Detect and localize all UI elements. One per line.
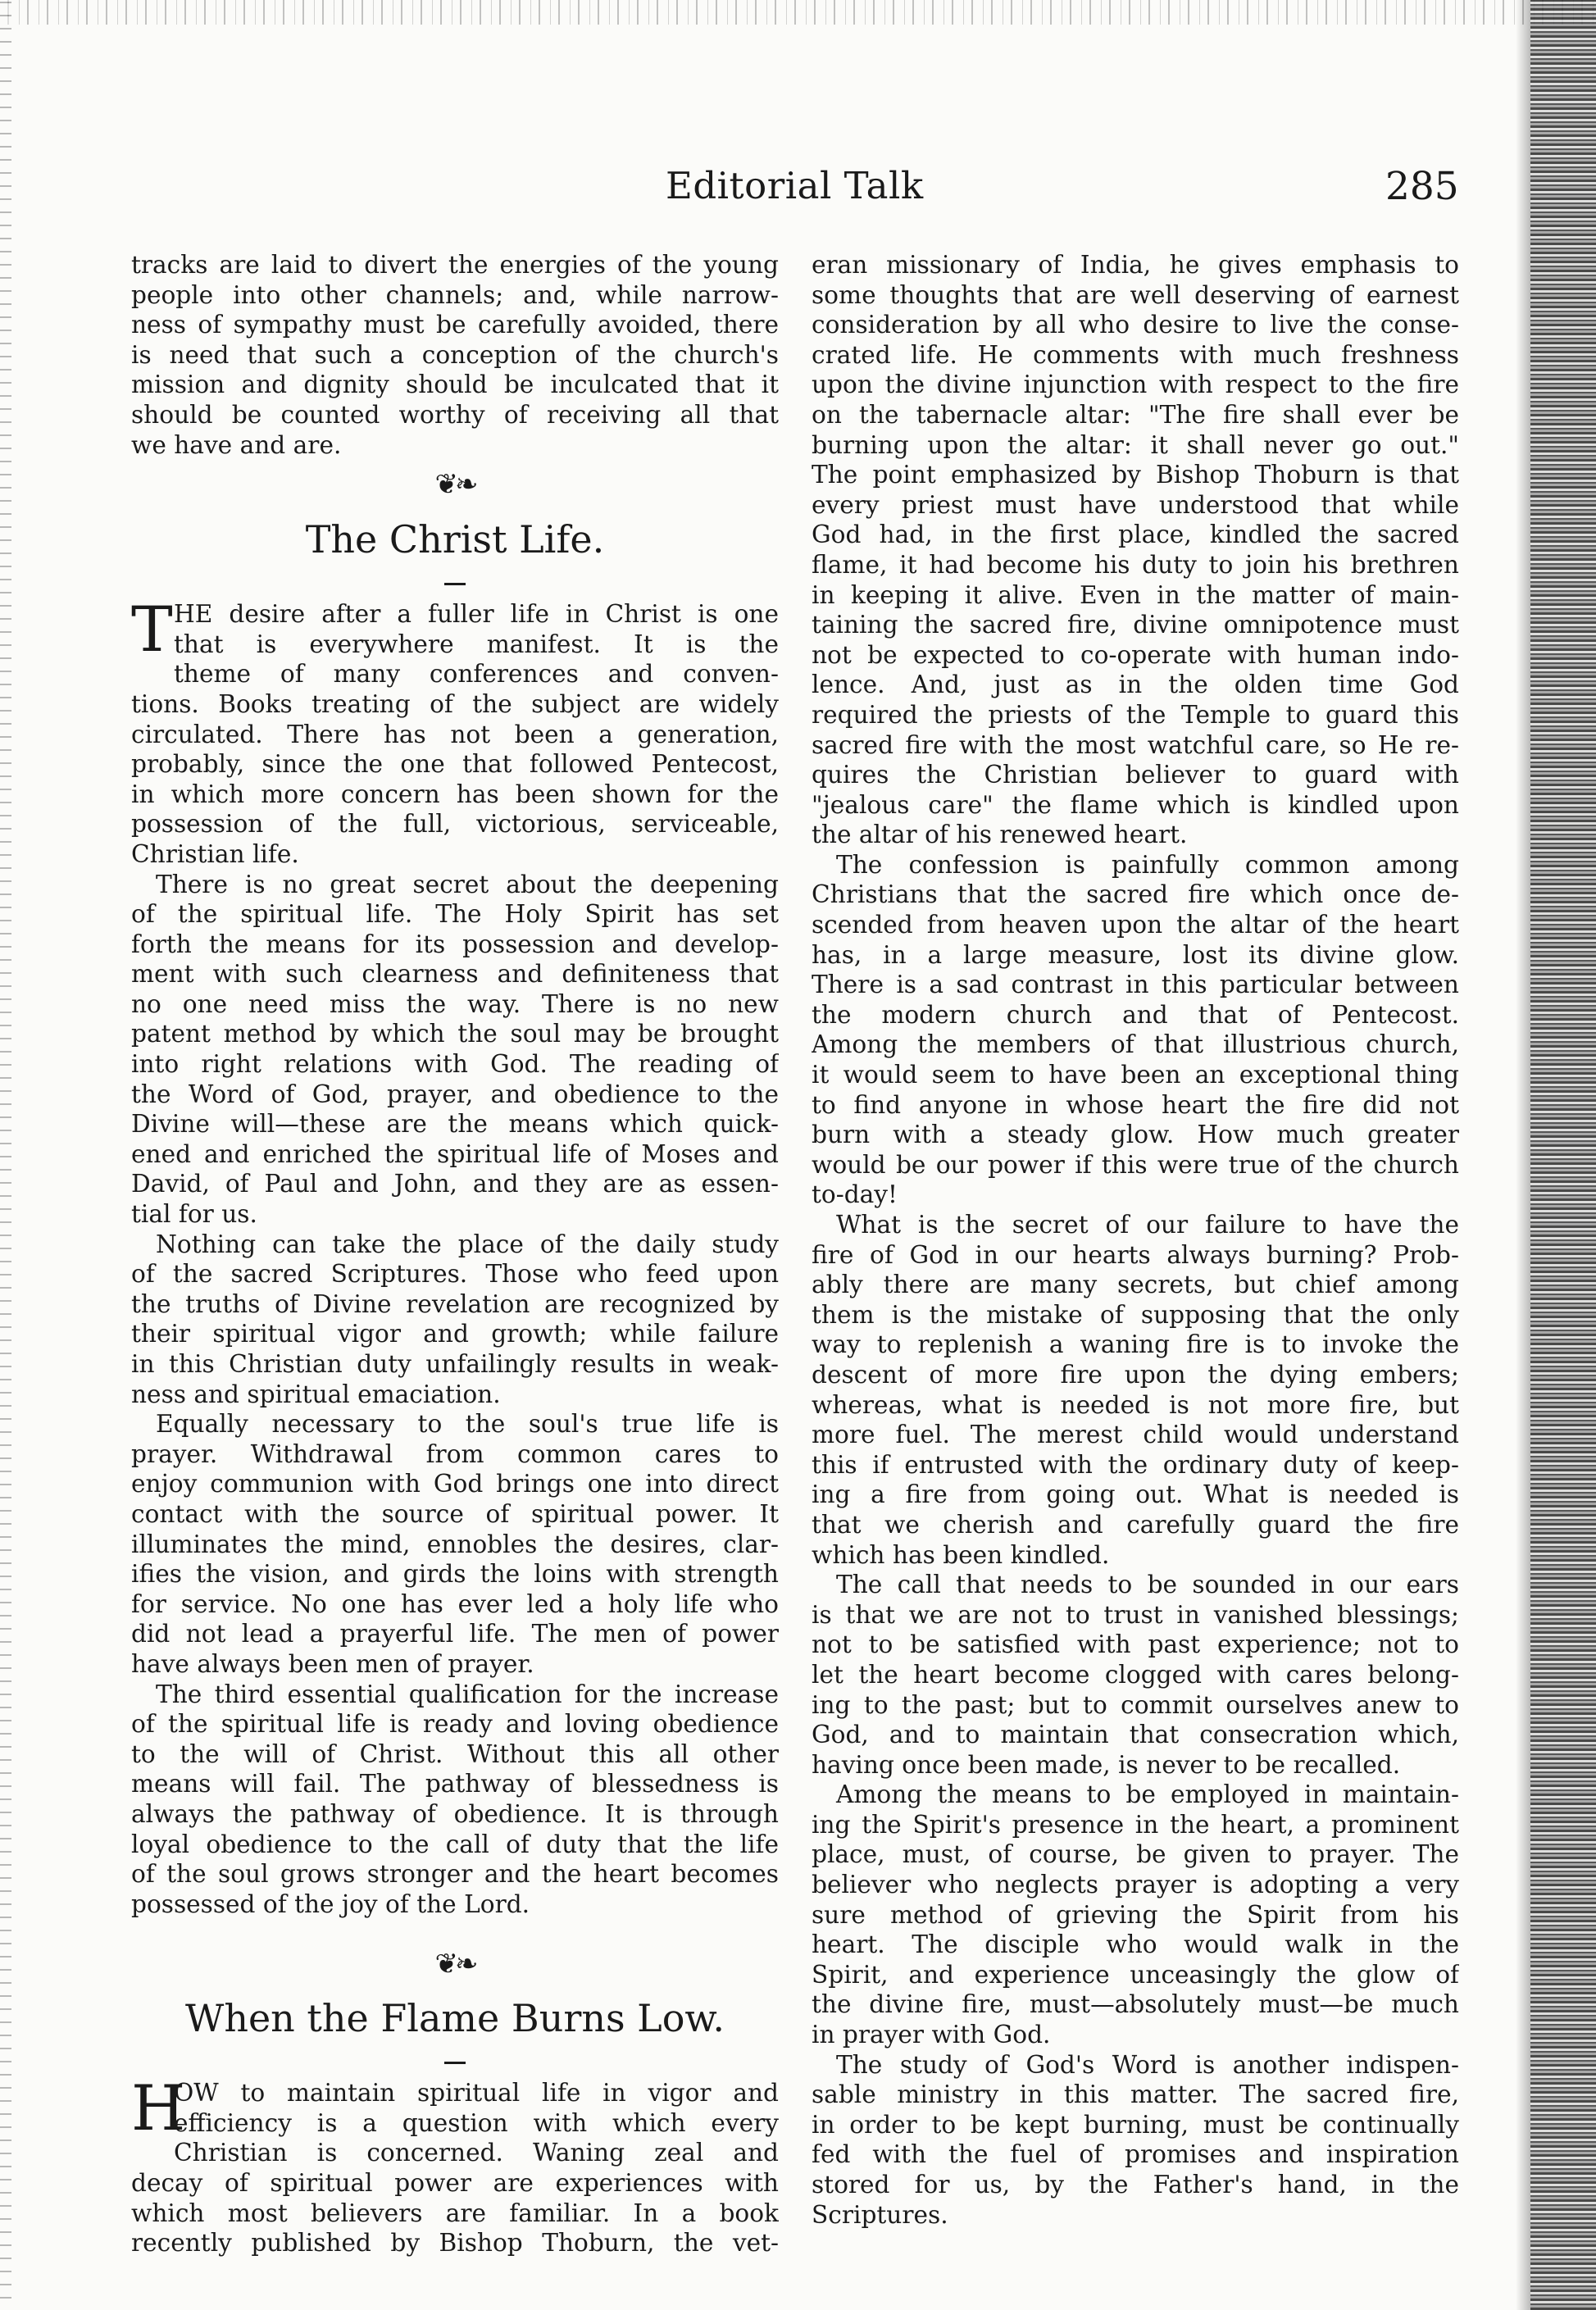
text-line: tions. Books treating of the subject are widely — [131, 689, 779, 718]
section-title-flame-burns-low: When the Flame Burns Low. — [185, 1996, 725, 2041]
text-line: Scriptures. — [812, 2200, 948, 2229]
text-line: ably there are many secrets, but chief among — [812, 1271, 1459, 1299]
text-line: ing a fire from going out. What is needed is — [812, 1480, 1459, 1509]
text-line: in keeping it alive. Even in the matter of main- — [812, 580, 1459, 609]
text-line: scended from heaven upon the altar of the heart — [812, 911, 1459, 939]
christ-life-paragraph-4 — [131, 1409, 779, 1679]
text-line: in which more concern has been shown for the — [131, 780, 779, 808]
text-line: is need that such a conception of the church's — [131, 340, 779, 369]
text-line: There is no great secret about the deepening — [156, 870, 779, 898]
text-line: their spiritual vigor and growth; while failure — [131, 1320, 779, 1348]
text-line: in this Christian duty unfailingly results in weak- — [131, 1350, 779, 1378]
text-line: should be counted worthy of receiving all that — [131, 400, 779, 429]
opening-paragraph — [131, 250, 779, 460]
title-rule — [131, 570, 779, 599]
text-line: the altar of his renewed heart. — [812, 821, 1188, 849]
text-line: Spirit, and experience unceasingly the glow of — [812, 1960, 1459, 1989]
text-line: There is a sad contrast in this particular between — [812, 971, 1459, 999]
text-line: way to replenish a waning fire is to invoke the — [812, 1330, 1459, 1359]
text-line: to the will of Christ. Without this all other — [131, 1739, 779, 1768]
text-line: of the soul grows stronger and the heart becomes — [131, 1860, 779, 1889]
text-line: fire of God in our hearts always burning? Prob- — [812, 1240, 1459, 1269]
left-column — [131, 250, 779, 2258]
text-line: flame, it had become his duty to join his brethren — [812, 550, 1459, 579]
text-line: ing the Spirit's presence in the heart, a prominent — [812, 1810, 1459, 1839]
text-line: ment with such clearness and definiteness that — [131, 960, 779, 989]
text-line: sure method of grieving the Spirit from his — [812, 1900, 1459, 1929]
text-line: to find anyone in whose heart the fire did not — [812, 1090, 1459, 1119]
flame-paragraph-1 — [131, 2071, 779, 2258]
text-line: mission and dignity should be inculcated that it — [131, 371, 779, 399]
text-line: consideration by all who desire to live the conse- — [812, 311, 1459, 339]
text-line: of the sacred Scriptures. Those who feed upon — [131, 1260, 779, 1289]
flame-paragraph-2 — [812, 250, 1459, 850]
text-line: ened and enriched the spiritual life of Moses and — [131, 1139, 779, 1168]
title-rule — [131, 2049, 779, 2078]
text-line: burning upon the altar: it shall never go out." — [812, 430, 1459, 459]
text-line: theme of many conferences and conven- — [174, 660, 779, 689]
text-line: circulated. There has not been a generation, — [131, 720, 779, 748]
ornament-icon: ❦❧ — [434, 468, 475, 502]
text-line: place, must, of course, be given to prayer. The — [812, 1840, 1459, 1869]
text-line: no one need miss the way. There is no new — [131, 989, 779, 1018]
text-line: has, in a large measure, lost its divine glow. — [812, 940, 1459, 969]
text-line: the Word of God, prayer, and obedience to the — [131, 1080, 779, 1108]
text-line: Among the means to be employed in maintain- — [836, 1780, 1459, 1809]
text-line: people into other channels; and, while narrow- — [131, 280, 779, 309]
text-line: tial for us. — [131, 1200, 257, 1229]
text-line: would be our power if this were true of the church — [812, 1150, 1459, 1179]
text-line: that we cherish and carefully guard the fire — [812, 1510, 1459, 1539]
page-number: 285 — [1385, 164, 1459, 209]
text-line: into right relations with God. The reading of — [131, 1050, 779, 1079]
text-line: taining the sacred fire, divine omnipotence must — [812, 611, 1459, 639]
text-line: stored for us, by the Father's hand, in the — [812, 2171, 1459, 2199]
text-line: believer who neglects prayer is adopting a very — [812, 1871, 1459, 1899]
text-line: possession of the full, victorious, serviceable, — [131, 810, 779, 839]
text-line: descent of more fire upon the dying embers; — [812, 1360, 1459, 1389]
text-line: possessed of the joy of the Lord. — [131, 1889, 530, 1918]
ornament-icon: ❦❧ — [434, 1948, 475, 1981]
text-line: every priest must have understood that while — [812, 490, 1459, 519]
text-line: ifies the vision, and girds the loins with strength — [131, 1560, 779, 1589]
text-line: The study of God's Word is another indispen- — [836, 2050, 1459, 2079]
text-line: sacred fire with the most watchful care, so He re- — [812, 730, 1459, 759]
text-line: enjoy communion with God brings one into direct — [131, 1470, 779, 1498]
right-column — [812, 250, 1459, 2230]
flame-paragraph-5 — [812, 1570, 1459, 1780]
scan-top-edge — [0, 0, 1596, 25]
text-line: the divine fire, must—absolutely must—be much — [812, 1990, 1459, 2019]
christ-life-paragraph-1 — [131, 593, 779, 869]
dropcap: T — [131, 593, 173, 666]
text-line: always the pathway of obedience. It is through — [131, 1799, 779, 1828]
flame-paragraph-7 — [812, 2050, 1459, 2230]
text-line: Christian is concerned. Waning zeal and — [174, 2139, 779, 2167]
text-line: have always been men of prayer. — [131, 1649, 534, 1678]
text-line: is that we are not to trust in vanished blessings; — [812, 1600, 1459, 1629]
text-line: we have and are. — [131, 430, 342, 459]
text-line: tracks are laid to divert the energies of the young — [131, 251, 779, 279]
text-line: did not lead a prayerful life. The men of power — [131, 1620, 779, 1648]
text-line: them is the mistake of supposing that the only — [812, 1300, 1459, 1329]
text-line: probably, since the one that followed Pentecost, — [131, 750, 779, 779]
text-line: to-day! — [812, 1180, 898, 1209]
text-line: eran missionary of India, he gives emphasis to — [812, 251, 1459, 279]
section-title-christ-life: The Christ Life. — [305, 517, 605, 562]
text-line: heart. The disciple who would walk in the — [812, 1930, 1459, 1959]
text-line: The call that needs to be sounded in our ears — [836, 1571, 1459, 1599]
christ-life-paragraph-3 — [131, 1230, 779, 1410]
text-line: illuminates the mind, ennobles the desires, clar- — [131, 1530, 779, 1558]
text-line: that is everywhere manifest. It is the — [174, 630, 779, 658]
text-line: forth the means for its possession and develop- — [131, 930, 779, 958]
running-head: Editorial Talk — [666, 164, 924, 207]
text-line: Divine will—these are the means which quick- — [131, 1110, 779, 1139]
text-line: in prayer with God. — [812, 2021, 1051, 2049]
text-line: on the tabernacle altar: "The fire shall ever be — [812, 400, 1459, 429]
christ-life-paragraph-2 — [131, 870, 779, 1230]
scan-binding-edge — [1530, 0, 1596, 2310]
text-line: of the spiritual life. The Holy Spirit has set — [131, 900, 779, 929]
text-line: David, of Paul and John, and they are as essen- — [131, 1170, 779, 1198]
flame-paragraph-6 — [812, 1780, 1459, 2049]
text-line: Equally necessary to the soul's true life is — [156, 1410, 779, 1439]
text-line: having once been made, is never to be recalled. — [812, 1750, 1401, 1779]
text-line: Christian life. — [131, 839, 299, 868]
text-line: Among the members of that illustrious church, — [812, 1030, 1459, 1059]
text-line: The confession is painfully common among — [836, 850, 1459, 879]
binding-shadow — [1516, 0, 1530, 2310]
text-line: ness and spiritual emaciation. — [131, 1380, 501, 1408]
text-line: What is the secret of our failure to have the — [836, 1211, 1459, 1239]
text-line: The point emphasized by Bishop Thoburn is that — [812, 461, 1459, 489]
text-line: of the spiritual life is ready and loving obedience — [131, 1710, 779, 1739]
text-line: HE desire after a fuller life in Christ is one — [174, 600, 779, 629]
text-line: sable ministry in this matter. The sacred fire, — [812, 2080, 1459, 2109]
text-line: quires the Christian believer to guard with — [812, 761, 1459, 789]
text-line: Nothing can take the place of the daily study — [156, 1230, 779, 1258]
christ-life-paragraph-5 — [131, 1680, 779, 1920]
text-line: The third essential qualification for the increase — [156, 1680, 779, 1708]
flame-paragraph-3 — [812, 850, 1459, 1210]
text-line: God had, in the first place, kindled the sacred — [812, 521, 1459, 549]
text-line: not be expected to co-operate with human indo- — [812, 640, 1459, 669]
text-line: "jealous care" the flame which is kindled upon — [812, 790, 1459, 819]
text-line: God, and to maintain that consecration which, — [812, 1721, 1459, 1749]
text-line: means will fail. The pathway of blessedness is — [131, 1770, 779, 1798]
text-line: it would seem to have been an exceptional thing — [812, 1061, 1459, 1089]
text-line: decay of spiritual power are experiences with — [131, 2169, 779, 2198]
text-line: recently published by Bishop Thoburn, the vet- — [131, 2229, 779, 2258]
text-line: more fuel. The merest child would understand — [812, 1421, 1459, 1449]
text-line: in order to be kept burning, must be continually — [812, 2110, 1459, 2139]
text-line: upon the divine injunction with respect to the fire — [812, 371, 1459, 399]
text-line: not to be satisfied with past experience; not to — [812, 1630, 1459, 1659]
text-line: the truths of Divine revelation are recognized by — [131, 1289, 779, 1318]
text-line: fed with the fuel of promises and inspiration — [812, 2140, 1459, 2169]
text-line: ing to the past; but to commit ourselves anew to — [812, 1690, 1459, 1719]
text-line: crated life. He comments with much freshness — [812, 340, 1459, 369]
text-line: lence. And, just as in the olden time God — [812, 671, 1459, 699]
text-line: for service. No one has ever led a holy life who — [131, 1589, 779, 1618]
text-line: this if entrusted with the ordinary duty of keep- — [812, 1450, 1459, 1479]
text-line: which most believers are familiar. In a book — [131, 2199, 779, 2227]
text-line: whereas, what is needed is not more fire, but — [812, 1390, 1459, 1419]
text-line: prayer. Withdrawal from common cares to — [131, 1439, 779, 1468]
text-line: which has been kindled. — [812, 1540, 1110, 1569]
text-line: efficiency is a question with which every — [174, 2108, 779, 2137]
text-line: required the priests of the Temple to guard this — [812, 700, 1459, 729]
text-line: loyal obedience to the call of duty that the life — [131, 1830, 779, 1858]
text-line: some thoughts that are well deserving of earnest — [812, 280, 1459, 309]
text-line: OW to maintain spiritual life in vigor and — [174, 2079, 779, 2108]
flame-paragraph-4 — [812, 1210, 1459, 1570]
scan-left-edge — [0, 0, 11, 2310]
text-line: patent method by which the soul may be brought — [131, 1020, 779, 1048]
text-line: ness of sympathy must be carefully avoided, there — [131, 311, 779, 339]
text-line: let the heart become clogged with cares belong- — [812, 1660, 1459, 1689]
text-line: Christians that the sacred fire which once de- — [812, 880, 1459, 909]
text-line: the modern church and that of Pentecost. — [812, 1000, 1459, 1029]
dropcap: H — [131, 2071, 186, 2145]
text-line: contact with the source of spiritual power. It — [131, 1499, 779, 1528]
text-line: burn with a steady glow. How much greater — [812, 1121, 1459, 1149]
